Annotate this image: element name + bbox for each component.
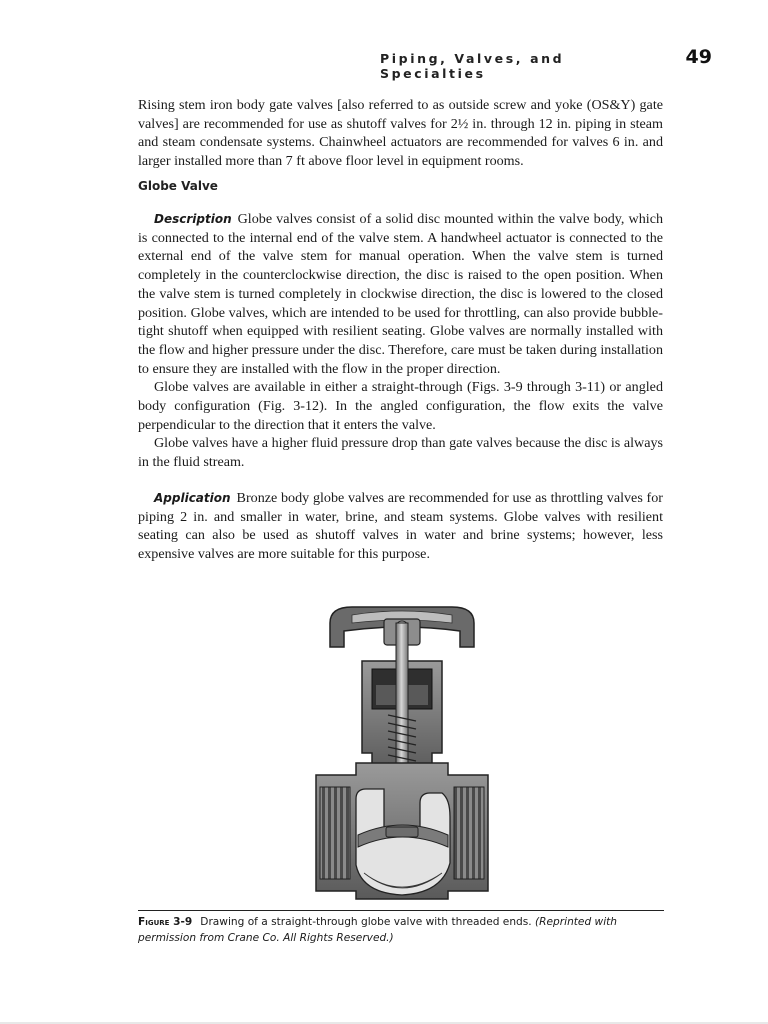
page-number: 49: [685, 46, 712, 68]
section-heading: Globe Valve: [138, 179, 218, 193]
description-paragraph-1: [138, 210, 663, 378]
figure-caption: [138, 914, 664, 946]
figure-credit: (Reprinted with permission from Crane Co. All Rights Reserved.): [138, 916, 618, 944]
intro-paragraph: [138, 96, 663, 171]
description-label: Description: [154, 212, 232, 226]
globe-valve-cutaway-icon: [292, 603, 512, 903]
figure-label: Figure 3-9: [138, 916, 193, 928]
application-text: Bronze body globe valves are recommended for use as throttling valves for piping 2 in. and smaller in water, brine, and steam systems. Globe valves with resilient seating can also be used as shutoff valves in water and brine systems; however, less expensive valves are more suitable for this purpose.: [138, 490, 663, 563]
running-head: [380, 46, 712, 81]
description-text-1: Globe valves consist of a solid disc mounted within the valve body, which is connected to the internal end of the valve stem. A handwheel actuator is connected to the external end of the valve stem for manual operation. When the valve stem is turned completely in the counterclockwise direction, the disc is raised to the open position. When the valve stem is turned completely in clockwise direction, the disc is lowered to the closed position. Globe valves, which are intended to be used for throttling, can also provide bubble-tight shutoff when equipped with resilient seating. Globe valves are normally installed with the flow and higher pressure under the disc. Therefore, care must be taken during installation to ensure they are installed with the flow in the proper direction.: [138, 211, 663, 377]
description-section: [138, 210, 663, 472]
figure-caption-text: Drawing of a straight-through globe valve with threaded ends.: [200, 916, 532, 928]
intro-text: Rising stem iron body gate valves [also referred to as outside screw and yoke (OS&Y) gate valves] are recommended for use as shutoff valves for 2½ in. through 12 in. piping in steam and steam condensate systems. Chainwheel actuators are recommended for valves 6 in. and larger installed more than 7 ft above floor level in equipment rooms.: [138, 97, 663, 170]
application-label: Application: [154, 491, 231, 505]
running-title: Piping, Valves, and Specialties: [380, 51, 565, 81]
application-paragraph: [138, 489, 663, 564]
description-paragraph-2: Globe valves are available in either a straight-through (Figs. 3-9 through 3-11) or angled body configuration (Fig. 3-12). In the angled configuration, the flow exits the valve perpendicular to the direction that it enters the valve.: [138, 379, 663, 433]
caption-rule: [138, 910, 664, 911]
description-paragraph-3: Globe valves have a higher fluid pressure drop than gate valves because the disc is always in the fluid stream.: [138, 435, 663, 471]
application-section: [138, 489, 663, 564]
globe-valve-figure: [292, 603, 512, 903]
